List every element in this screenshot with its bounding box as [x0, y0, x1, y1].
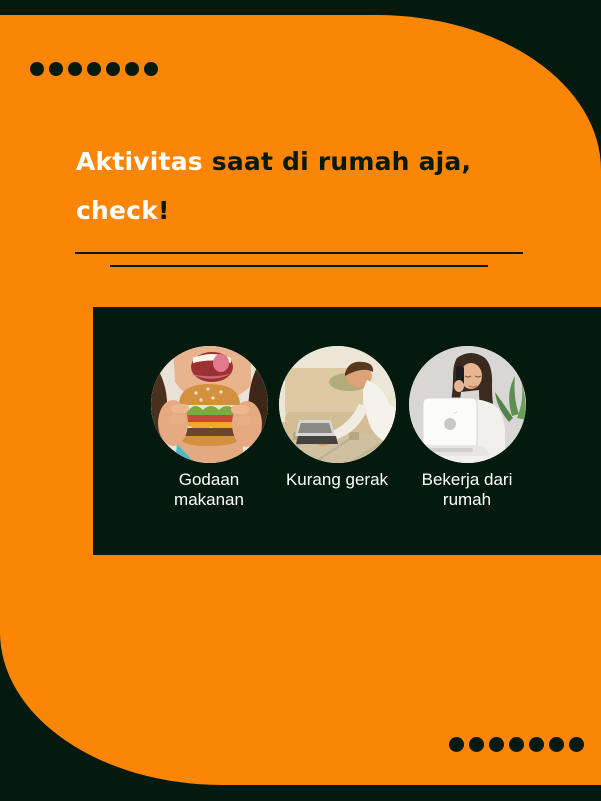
- divider-line-short: [110, 265, 488, 267]
- decor-dot: [87, 62, 101, 76]
- card-caption: Kurang gerak: [285, 470, 389, 489]
- decor-dot: [489, 737, 504, 752]
- activity-card-kurang-gerak: [272, 346, 402, 490]
- decor-dot: [144, 62, 158, 76]
- man-slumped-on-couch-laptop-photo: [279, 346, 396, 463]
- card-caption: Bekerja dari rumah: [421, 470, 513, 509]
- decor-dot: [549, 737, 564, 752]
- decor-dot: [469, 737, 484, 752]
- decor-dot: [49, 62, 63, 76]
- woman-eating-burger-illustration: [151, 346, 268, 463]
- decor-dot: [125, 62, 139, 76]
- decor-dot: [569, 737, 584, 752]
- decor-dot: [68, 62, 82, 76]
- decor-dot: [30, 62, 44, 76]
- activity-card-godaan-makanan: [144, 346, 274, 510]
- page-title: [76, 137, 471, 235]
- decor-dot-row-top: [30, 62, 158, 76]
- woman-eating-burger-photo: [151, 346, 268, 463]
- title-highlight: Aktivitas: [76, 147, 203, 176]
- woman-on-phone-with-laptop-photo: [409, 346, 526, 463]
- decor-dot-row-bottom: [449, 737, 584, 752]
- decor-dot: [529, 737, 544, 752]
- title-line2-rest: !: [158, 196, 170, 225]
- title-rest: saat di rumah aja,: [202, 147, 472, 176]
- title-line2-highlight: check: [76, 196, 159, 225]
- decor-dot: [449, 737, 464, 752]
- man-slumped-couch-illustration: [279, 346, 396, 463]
- decor-dot: [509, 737, 524, 752]
- woman-phone-laptop-illustration: [409, 346, 526, 463]
- divider-line-long: [75, 252, 523, 254]
- activity-card-bekerja-dari-rumah: [402, 346, 532, 510]
- card-caption: Godaan makanan: [174, 470, 244, 509]
- decor-dot: [106, 62, 120, 76]
